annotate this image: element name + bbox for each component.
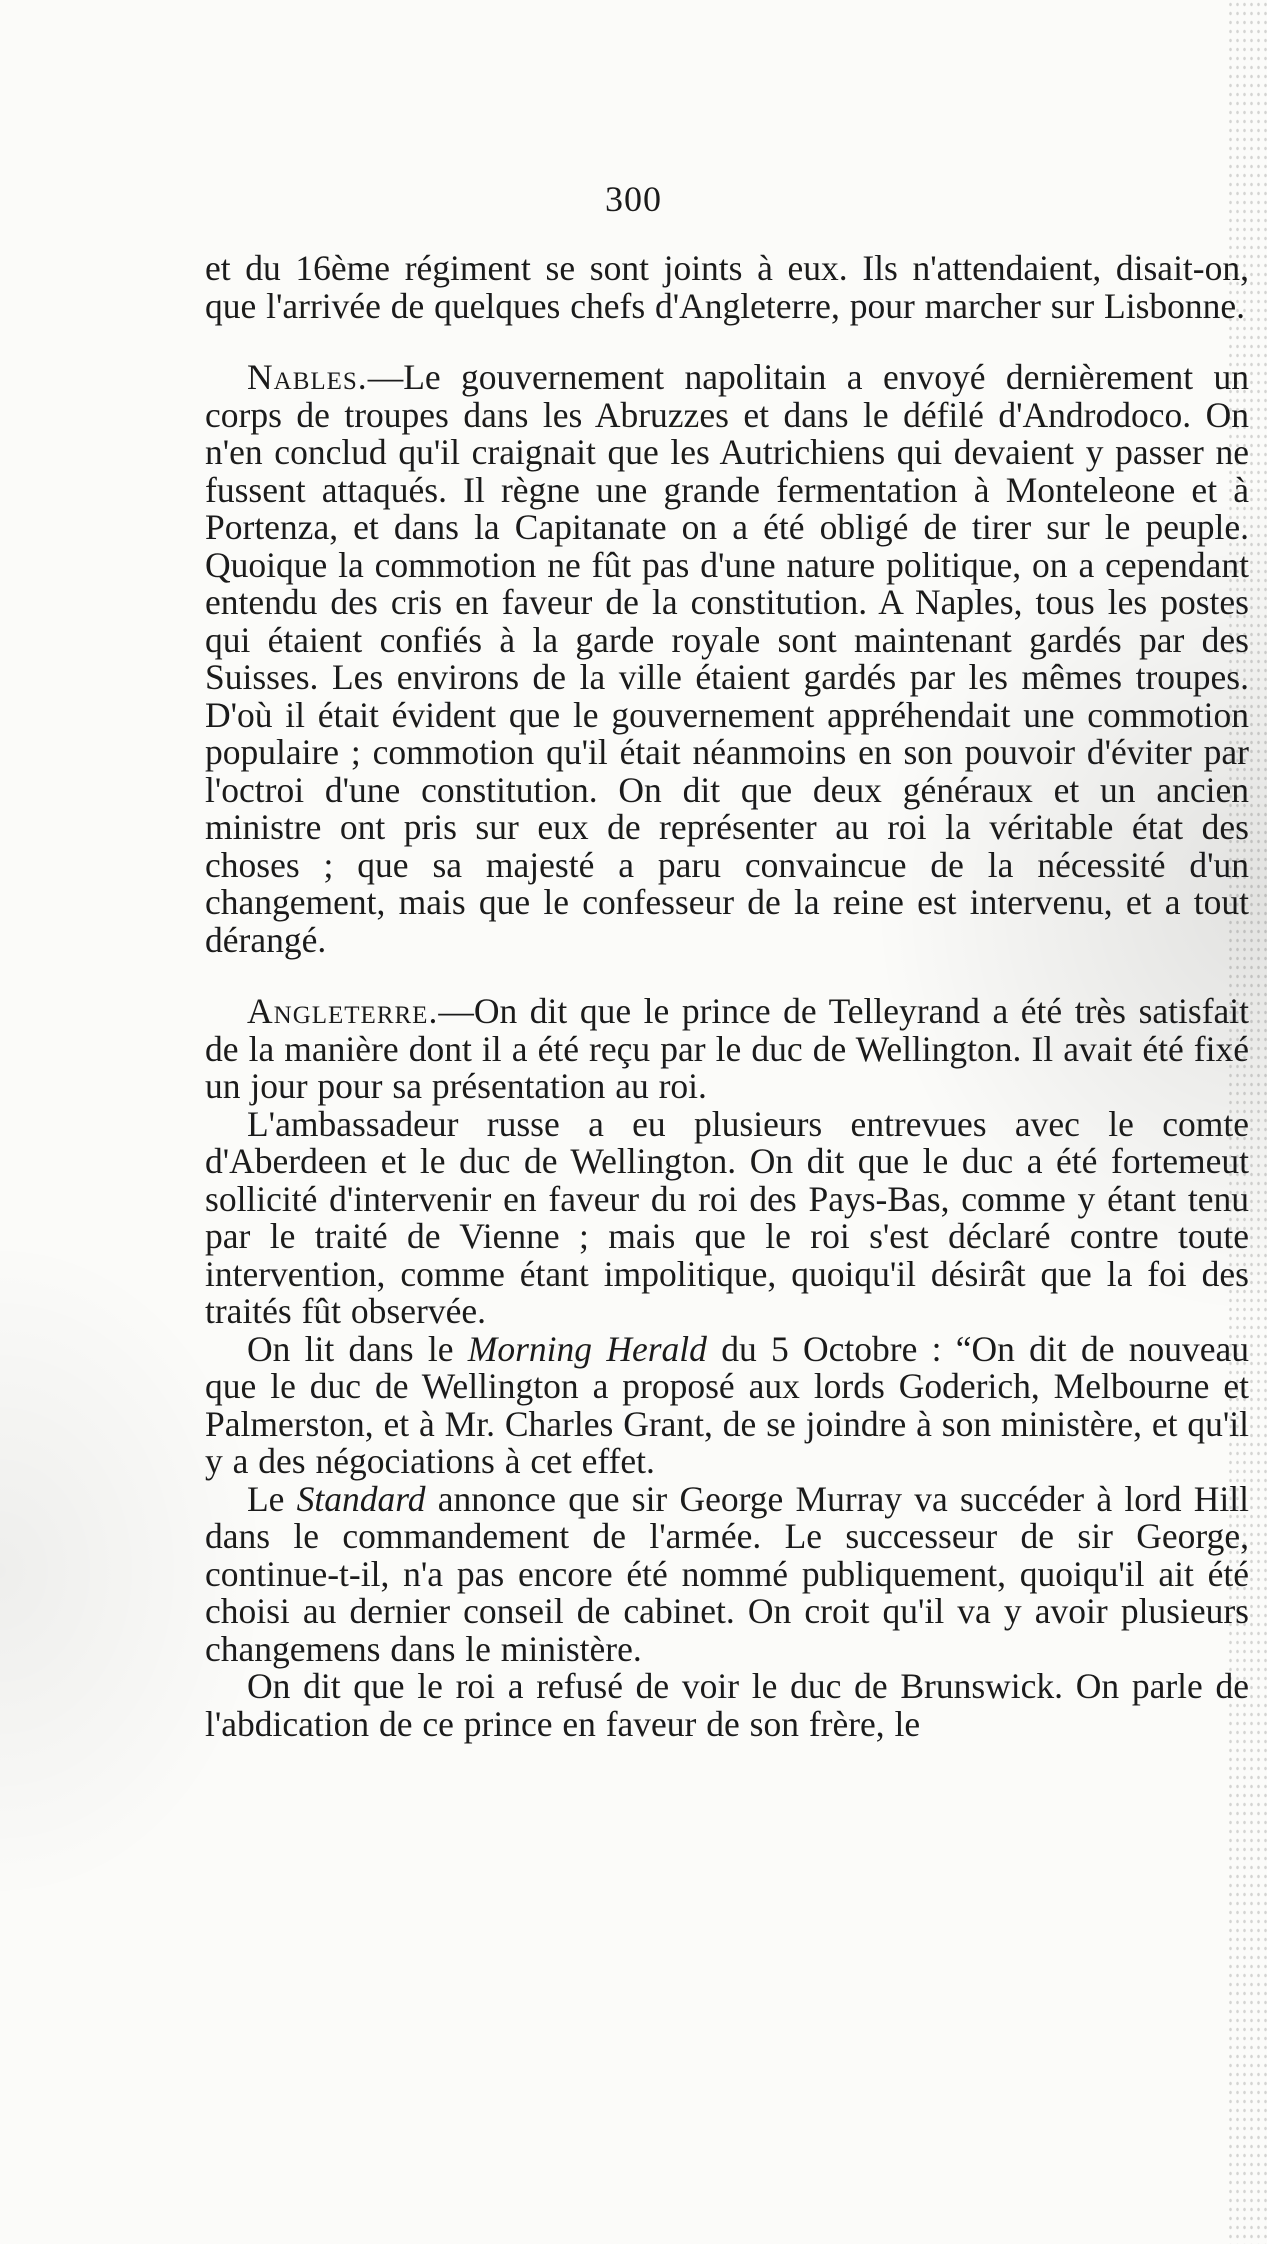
morning-herald-lead: On lit dans le [247, 1328, 468, 1369]
page-number: 300 [605, 179, 662, 219]
paragraph-russian-ambassador: L'ambassadeur russe a eu plusieurs entrevues avec le comte d'Aberdeen et le duc de Wellington. On dit que le duc a été fortemeut sollicité d'intervenir en faveur du roi des Pays-Bas, comme y étant tenu par le traité de Vienne ; mais que le roi s'est déclaré contre toute intervention, comme étant impolitique, quoiqu'il désirât que la foi des traités fût observée. [205, 1103, 1249, 1331]
standard-text: annonce que sir George Murray va succéder à lord Hill dans le commandement de l'armée. Le successeur de sir George, continue-t-il, n'a pas encore été nommé publiquement, quoiqu'il ait été choisi au dernier conseil de cabinet. On croit qu'il va y avoir plusieurs changemens dans le ministère. [205, 1478, 1249, 1669]
newspaper-title-standard: Standard [296, 1478, 426, 1519]
article-body [205, 250, 1249, 1743]
paragraph-morning-herald [205, 1328, 1249, 1481]
paragraph-standard [205, 1478, 1249, 1669]
section-heading-naples: Nables. [247, 357, 368, 397]
section-heading-england: Angleterre. [247, 991, 439, 1031]
paragraph-england [205, 993, 1249, 1106]
paragraph-portugal-continued: et du 16ème régiment se sont joints à eux. Ils n'attendaient, disait-on, que l'arrivée de quelques chefs d'Angleterre, pour marcher sur Lisbonne. [205, 248, 1249, 326]
standard-lead: Le [247, 1478, 297, 1519]
paragraph-brunswick: On dit que le roi a refusé de voir le duc de Brunswick. On parle de l'abdication de ce prince en faveur de son frère, le [205, 1666, 1249, 1744]
paragraph-naples-text: —Le gouvernement napolitain a envoyé dernièrement un corps de troupes dans les Abruzzes et dans le défilé d'Androdoco. On n'en conclud qu'il craignait que les Autrichiens qui devaient y passer ne fussent attaqués. Il règne une grande fermentation à Monteleone et à Portenza, et dans la Capitanate on a été obligé de tirer sur le peuple. Quoique la commotion ne fût pas d'une nature politique, on a cependant entendu des cris en faveur de la constitution. A Naples, tous les postes qui étaient confiés à la garde royale sont maintenant gardés par des Suisses. Les environs de la ville étaient gardés par les mêmes troupes. D'où il était évident que le gouvernement appréhendait une commotion populaire ; commotion qu'il était néanmoins en son pouvoir d'éviter par l'octroi d'une constitution. On dit que deux généraux et un ancien ministre ont pris sur eux de représenter au roi la véritable état des choses ; que sa majesté a paru convaincue de la nécessité d'un changement, mais que le confesseur de la reine est intervenu, et a tout dérangé. [205, 357, 1249, 960]
morning-herald-text: du 5 Octobre : “On dit de nouveau que le duc de Wellington a proposé aux lords Goderich, Melbourne et Palmerston, et à Mr. Charles Grant, de se joindre à son ministère, et qu'il y a des négociations à cet effet. [205, 1328, 1249, 1481]
paragraph-naples [205, 359, 1249, 959]
newspaper-title-morning-herald: Morning Herald [467, 1328, 707, 1369]
paragraph-england-text: —On dit que le prince de Telleyrand a été très satisfait de la manière dont il a été reçu par le duc de Wellington. Il avait été fixé un jour pour sa présentation au roi. [205, 991, 1249, 1106]
